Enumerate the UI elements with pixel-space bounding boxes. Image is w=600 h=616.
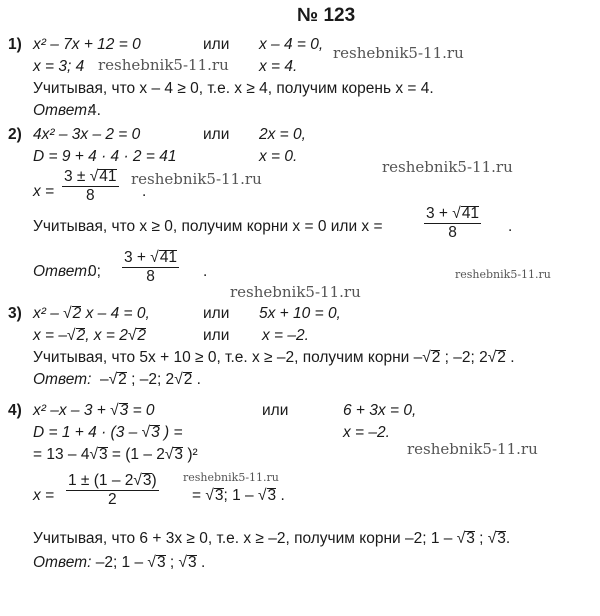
- equation: x² – √2 x – 4 = 0,: [33, 305, 150, 322]
- roots: x = –√2, x = 2√2: [33, 327, 146, 344]
- watermark: reshebnik5-11.ru: [131, 170, 262, 188]
- equation: x – 4 = 0,: [259, 36, 324, 53]
- answer-label: Ответ:: [33, 554, 92, 571]
- or-label: или: [203, 305, 230, 322]
- equation: 2x = 0,: [259, 126, 306, 143]
- problem-number: 2): [8, 126, 22, 143]
- roots: x = 0.: [259, 148, 298, 165]
- problem-number: 3): [8, 305, 22, 322]
- page-title: № 123: [297, 5, 356, 26]
- equation: x² –x – 3 + √3 = 0: [33, 402, 155, 419]
- condition-text: Учитывая, что 5x + 10 ≥ 0, т.е. x ≥ –2, получим корни –√2 ; –2; 2√2 .: [33, 349, 515, 366]
- fraction: $\frac{3 + √41}{8}$: [124, 249, 178, 285]
- roots: x = 4.: [259, 58, 298, 75]
- equation: 4x² – 3x – 2 = 0: [33, 126, 141, 143]
- answer-value: Ответ: –2; 1 – √3 ; √3 .: [33, 554, 206, 571]
- condition-text: Учитывая, что x ≥ 0, получим корни x = 0 или x =: [33, 218, 383, 235]
- solution-values: = √3; 1 – √3 .: [192, 487, 285, 504]
- roots: x = –2.: [343, 424, 390, 441]
- fraction: $\frac{3 \pm √41}{8}$: [64, 168, 117, 204]
- fraction: $\frac{3 + √41}{8}$: [426, 205, 480, 241]
- answer-label: Ответ:: [33, 102, 92, 119]
- equation: x² – 7x + 12 = 0: [33, 36, 141, 53]
- watermark: reshebnik5-11.ru: [98, 56, 229, 74]
- watermark: reshebnik5-11.ru: [183, 471, 279, 484]
- fraction: $\frac{1 \pm (1 - 2√3)}{2}$: [68, 472, 157, 508]
- roots: x = –2.: [262, 327, 309, 344]
- answer-label: Ответ:: [33, 371, 92, 388]
- watermark: reshebnik5-11.ru: [407, 440, 538, 458]
- problem-number: 4): [8, 402, 22, 419]
- x-label: x =: [33, 487, 55, 504]
- punct: .: [142, 183, 147, 200]
- equation: 6 + 3x = 0,: [343, 402, 417, 419]
- answer-value: 0;: [88, 263, 101, 280]
- or-label: или: [203, 327, 230, 344]
- discriminant: D = 1 + 4 · (3 – √3 ) =: [33, 424, 183, 441]
- or-label: или: [203, 126, 230, 143]
- watermark: reshebnik5-11.ru: [382, 158, 513, 176]
- answer-value: 4.: [88, 102, 101, 119]
- discriminant-simplified: = 13 – 4√3 = (1 – 2√3 )²: [33, 446, 198, 463]
- answer-label: Ответ:: [33, 263, 92, 280]
- punct: .: [508, 218, 513, 235]
- roots: x = 3; 4: [33, 58, 85, 75]
- condition-text: Учитывая, что x – 4 ≥ 0, т.е. x ≥ 4, получим корень x = 4.: [33, 80, 434, 97]
- watermark: reshebnik5-11.ru: [230, 283, 361, 301]
- discriminant: D = 9 + 4 · 4 · 2 = 41: [33, 148, 177, 165]
- answer-value: Ответ: –√2 ; –2; 2√2 .: [33, 371, 201, 388]
- or-label: или: [203, 36, 230, 53]
- x-label: x =: [33, 183, 55, 200]
- watermark: reshebnik5-11.ru: [455, 268, 551, 281]
- problem-number: 1): [8, 36, 22, 53]
- or-label: или: [262, 402, 289, 419]
- watermark: reshebnik5-11.ru: [333, 44, 464, 62]
- equation: 5x + 10 = 0,: [259, 305, 341, 322]
- condition-text: Учитывая, что 6 + 3x ≥ 0, т.е. x ≥ –2, получим корни –2; 1 – √3 ; √3.: [33, 530, 511, 547]
- punct: .: [203, 263, 208, 280]
